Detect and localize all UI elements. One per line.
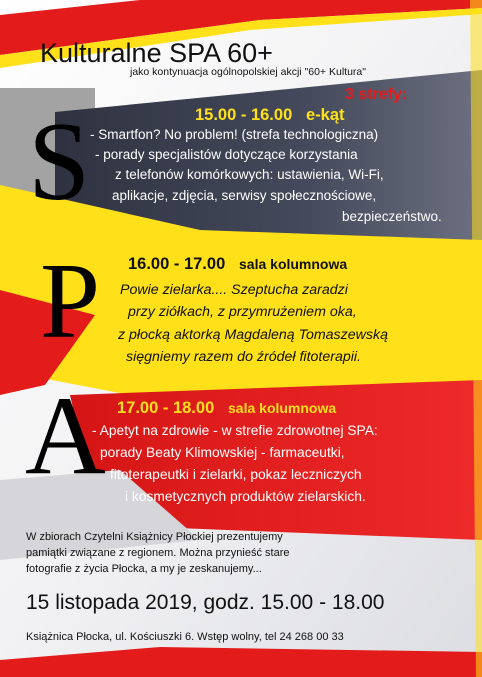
footer-line: W zbiorach Czytelni Książnicy Płockiej prezentujemy xyxy=(26,531,283,543)
session-1-line: - Smartfon? No problem! (strefa technologiczna) xyxy=(90,127,379,142)
session-1-place: e-kąt xyxy=(306,106,345,124)
session-1-line: aplikacje, zdjęcia, serwisy społecznościowe, xyxy=(112,188,377,203)
poster-title: Kulturalne SPA 60+ xyxy=(40,38,273,68)
session-1-line: bezpieczeństwo. xyxy=(342,209,442,224)
session-3-heading xyxy=(117,400,336,417)
event-date: 15 listopada 2019, godz. 15.00 - 18.00 xyxy=(26,591,385,614)
session-2-heading xyxy=(128,256,347,273)
session-1-time: 15.00 - 16.00 xyxy=(195,106,293,124)
footer-line: fotografie z życia Płocka, a my je zeskanujemy... xyxy=(26,563,262,575)
big-letter-s: S xyxy=(28,100,91,224)
session-2-line: przy ziółkach, z przymrużeniem oka, xyxy=(128,304,357,320)
session-1-line: z telefonów komórkowych: ustawienia, Wi-Fi, xyxy=(115,167,384,182)
big-letter-a: A xyxy=(25,374,106,498)
big-letter-p: P xyxy=(40,242,101,361)
session-2-line: sięgniemy razem do źródeł fitoterapii. xyxy=(126,349,361,365)
session-3-line: fitoterapeutki i zielarki, pokaz leczniczych xyxy=(110,467,362,482)
footer-line: pamiątki związane z regionem. Można przynieść stare xyxy=(26,547,290,559)
session-2-place: sala kolumnowa xyxy=(239,256,348,272)
session-2-line: z płocką aktorką Magdaleną Tomaszewską xyxy=(118,327,388,343)
session-2-time: 16.00 - 17.00 xyxy=(128,255,226,273)
session-2-line: Powie zielarka.... Szeptucha zaradzi xyxy=(120,282,348,298)
session-3-line: - Apetyt na zdrowie - w strefie zdrowotnej SPA: xyxy=(92,423,378,438)
session-3-time: 17.00 - 18.00 xyxy=(117,399,215,417)
zones-label: 3 strefy: xyxy=(345,86,408,103)
session-3-place: sala kolumnowa xyxy=(228,400,337,416)
session-1-heading xyxy=(195,107,345,124)
poster-subtitle: jako kontynuacja ogólnopolskiej akcji "60+ Kultura" xyxy=(130,66,366,78)
event-address: Książnica Płocka, ul. Kościuszki 6. Wstęp wolny, tel 24 268 00 33 xyxy=(26,631,344,643)
session-1-line: - porady specjalistów dotyczące korzystania xyxy=(95,147,358,162)
session-3-line: i kosmetycznych produktów zielarskich. xyxy=(125,489,366,504)
session-3-line: porady Beaty Klimowskiej - farmaceutki, xyxy=(100,445,345,460)
